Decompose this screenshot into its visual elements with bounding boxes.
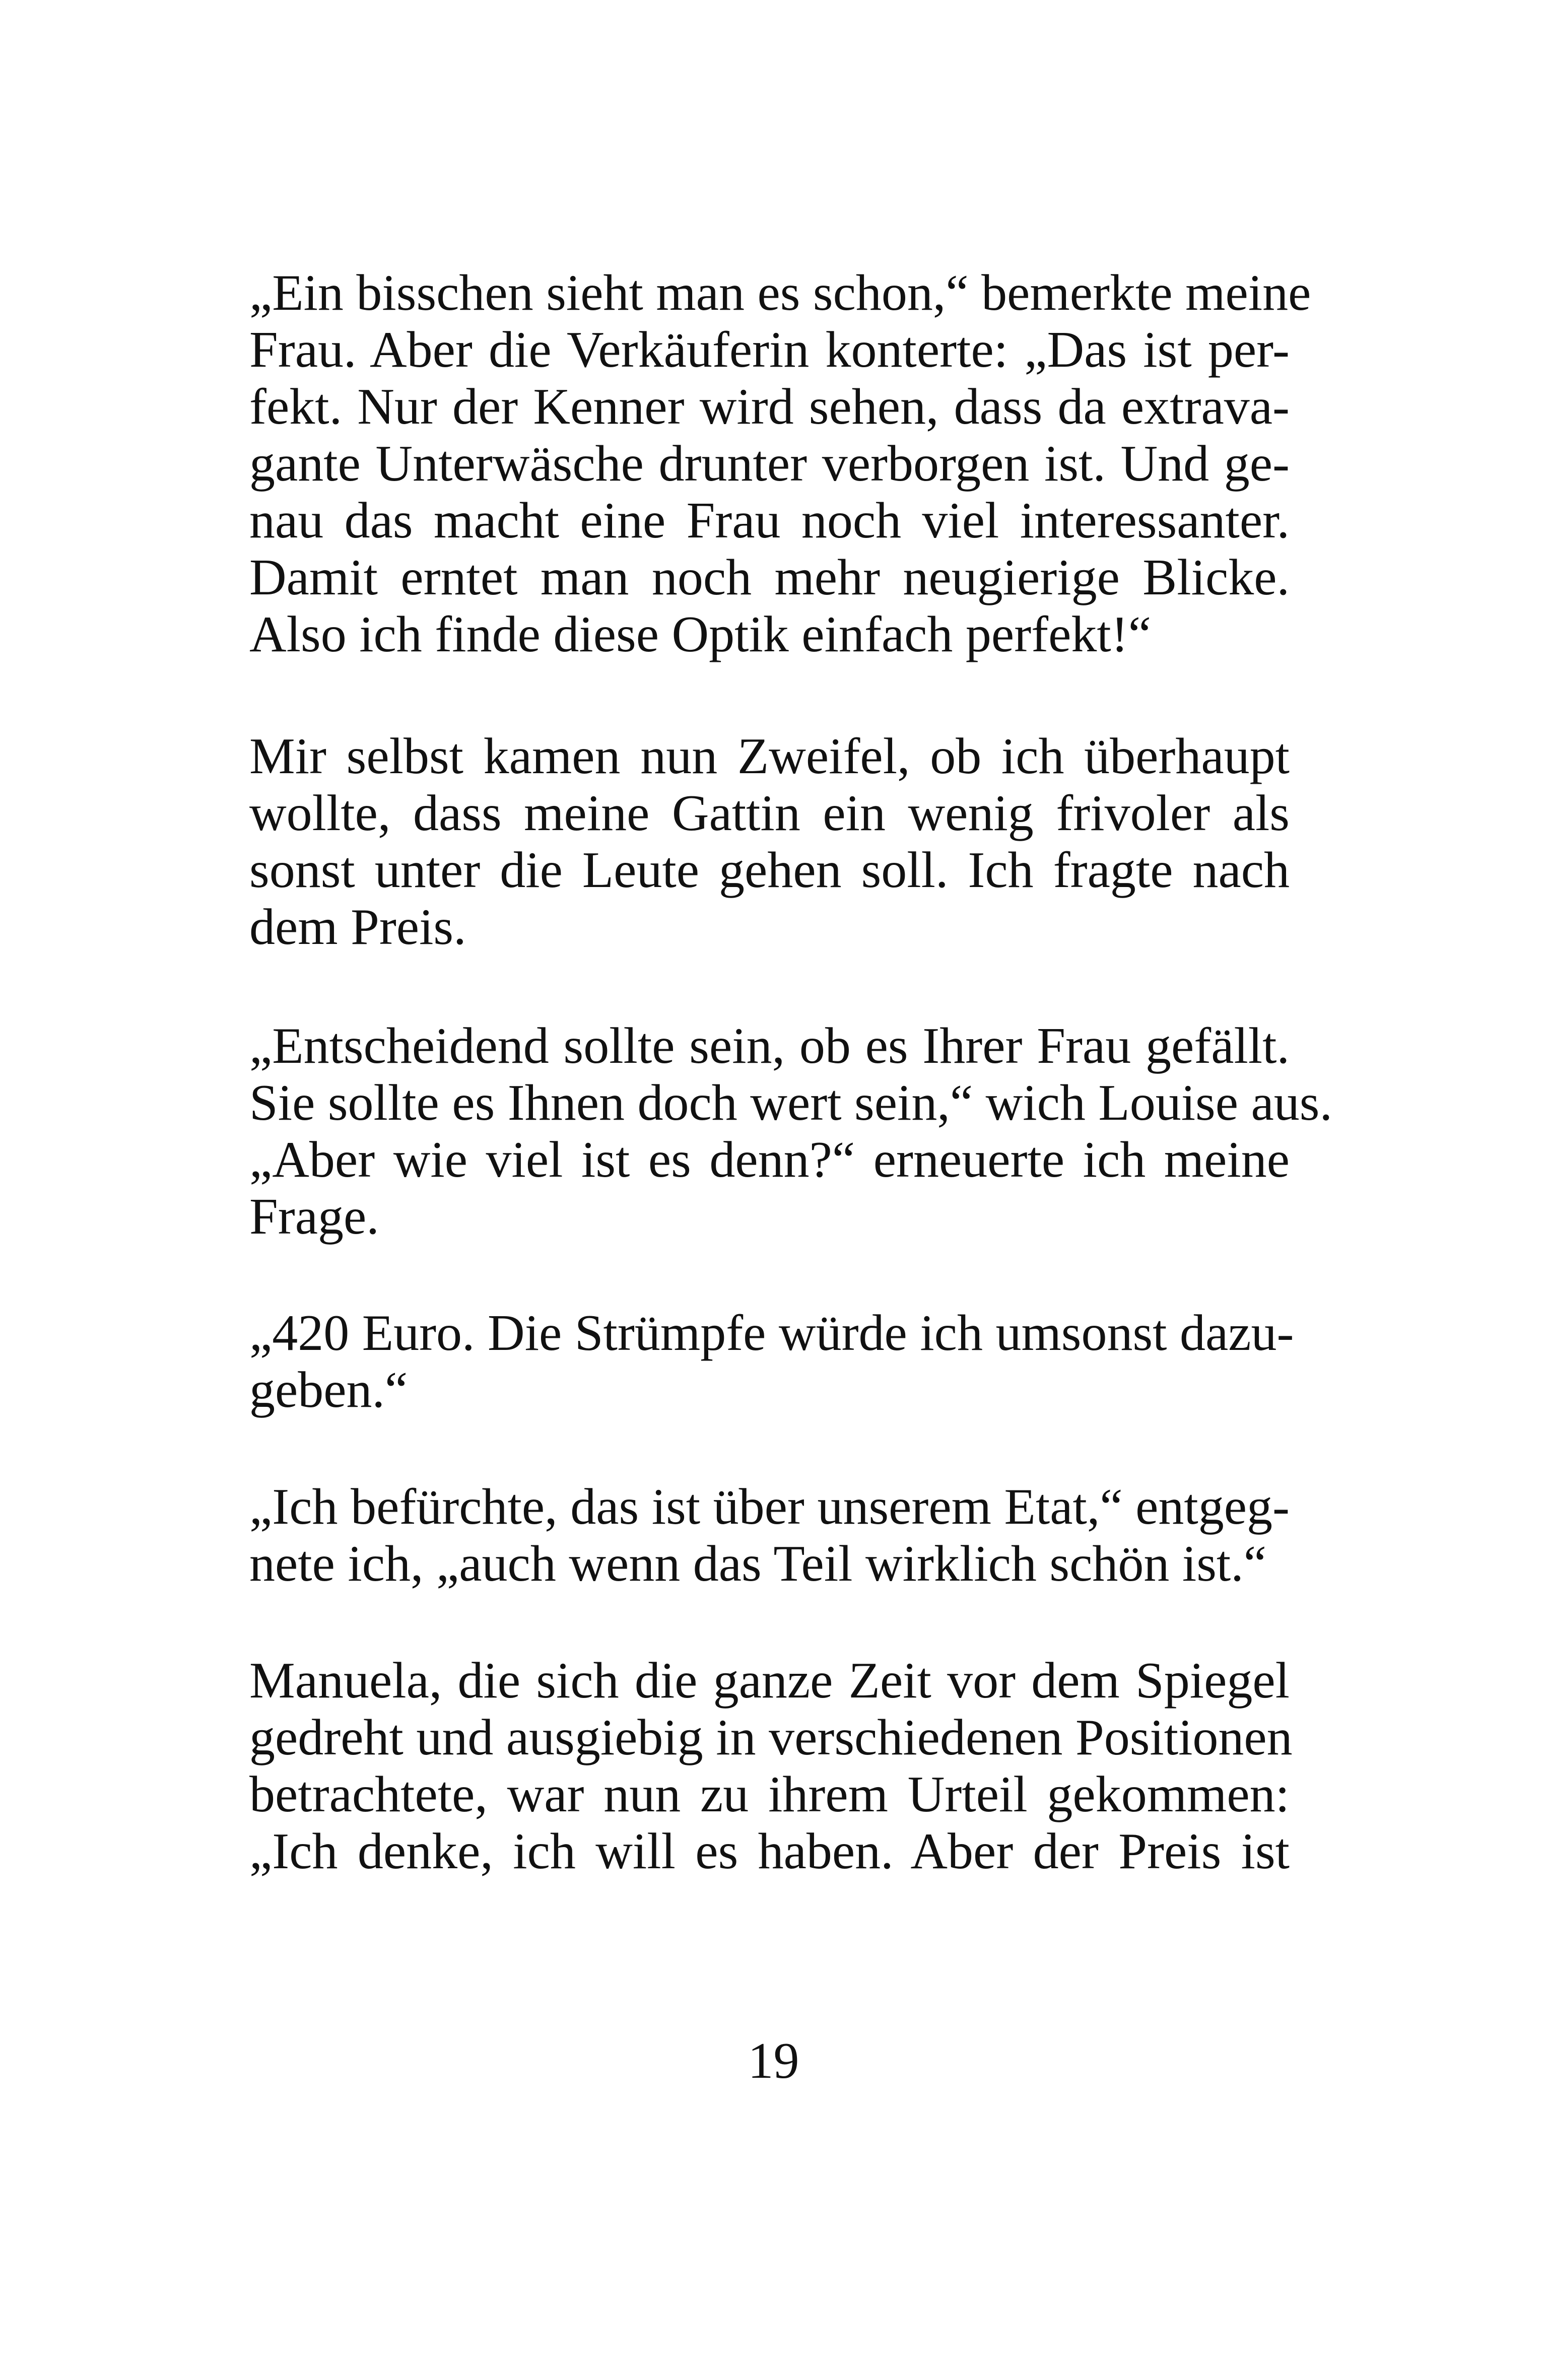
paragraph-5 <box>249 1478 1290 1592</box>
text-line: fekt. Nur der Kenner wird sehen, dass da extrava- <box>249 378 1290 435</box>
paragraph-2 <box>249 728 1290 956</box>
text-line: Frau. Aber die Verkäuferin konterte: „Das ist per- <box>249 321 1290 378</box>
page-number: 19 <box>748 2032 799 2089</box>
paragraph-6 <box>249 1652 1293 1880</box>
text-line: „Aber wie viel ist es denn?“ erneuerte ich meine <box>249 1131 1290 1188</box>
text-line: Also ich finde diese Optik einfach perfekt!“ <box>249 606 1151 663</box>
text-line: „Ich denke, ich will es haben. Aber der Preis ist <box>249 1823 1290 1880</box>
text-line: Mir selbst kamen nun Zweifel, ob ich überhaupt <box>249 728 1290 785</box>
text-line: geben.“ <box>249 1362 408 1418</box>
text-line: sonst unter die Leute gehen soll. Ich fragte nach <box>249 842 1290 899</box>
text-line: betrachtete, war nun zu ihrem Urteil gekommen: <box>249 1766 1290 1823</box>
text-line: nau das macht eine Frau noch viel interessanter. <box>249 492 1290 549</box>
text-line: gedreht und ausgiebig in verschiedenen Positionen <box>249 1709 1293 1766</box>
paragraph-1 <box>249 264 1311 663</box>
text-line: Damit erntet man noch mehr neugierige Blicke. <box>249 549 1290 606</box>
text-line: Frage. <box>249 1188 379 1245</box>
text-line: gante Unterwäsche drunter verborgen ist. Und ge- <box>249 435 1290 492</box>
text-line: „Ich befürchte, das ist über unserem Etat,“ entgeg- <box>249 1478 1290 1535</box>
text-line: nete ich, „auch wenn das Teil wirklich schön ist.“ <box>249 1535 1267 1592</box>
text-line: wollte, dass meine Gattin ein wenig frivoler als <box>249 785 1290 842</box>
text-line: Sie sollte es Ihnen doch wert sein,“ wich Louise aus. <box>249 1074 1332 1131</box>
text-line: Manuela, die sich die ganze Zeit vor dem Spiegel <box>249 1652 1290 1709</box>
text-line: „420 Euro. Die Strümpfe würde ich umsonst dazu- <box>249 1305 1294 1362</box>
text-line: dem Preis. <box>249 899 466 956</box>
text-line: „Entscheidend sollte sein, ob es Ihrer Frau gefällt. <box>249 1017 1290 1074</box>
paragraph-3 <box>249 1017 1332 1245</box>
paragraph-4 <box>249 1305 1294 1418</box>
text-line: „Ein bisschen sieht man es schon,“ bemerkte meine <box>249 264 1311 321</box>
